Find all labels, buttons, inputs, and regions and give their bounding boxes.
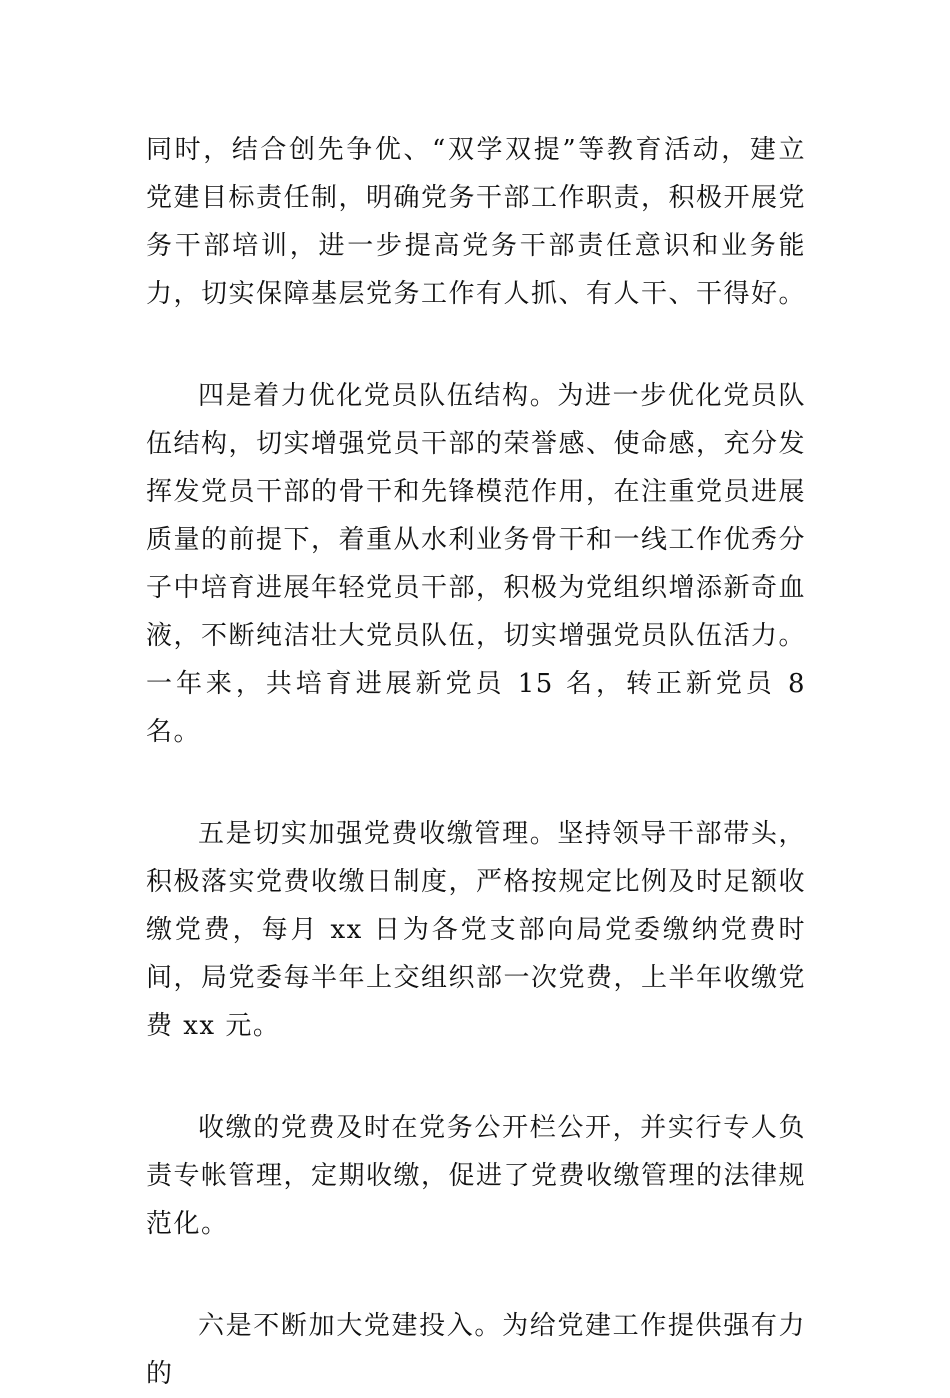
paragraph-investment: 六是不断加大党建投入。为给党建工作提供强有力的 <box>146 1311 806 1389</box>
paragraph-gap <box>146 756 806 810</box>
paragraph-dues-disclosure: 收缴的党费及时在党务公开栏公开，并实行专人负责专帐管理，定期收缴，促进了党费收缴管理的法律规范化。 <box>146 1113 807 1239</box>
paragraph-continuation: 同时，结合创先争优、“双学双提”等教育活动，建立党建目标责任制，明确党务干部工作职责，积极开展党务干部培训，进一步提高党务干部责任意识和业务能力，切实保障基层党务工作有人抓、有人干、干得好。 <box>146 135 807 309</box>
paragraph-member-structure: 四是着力优化党员队伍结构。为进一步优化党员队伍结构，切实增强党员干部的荣誉感、使命感，充分发挥发党员干部的骨干和先锋模范作用，在注重党员进展质量的前提下，着重从水利业务骨干和一线工作优秀分子中培育进展年轻党员干部，积极为党组织增添新奇血液，不断纯洁壮大党员队伍，切实增强党员队伍活力。一年来，共培育进展新党员 15 名，转正新党员 8 名。 <box>146 381 807 747</box>
paragraph-gap <box>146 1050 806 1104</box>
document-body <box>146 126 806 1398</box>
paragraph-gap <box>146 1248 806 1302</box>
paragraph-dues-management: 五是切实加强党费收缴管理。坚持领导干部带头，积极落实党费收缴日制度，严格按规定比例及时足额收缴党费，每月 xx 日为各党支部向局党委缴纳党费时间，局党委每半年上交组织部一次党费，上半年收缴党费 xx 元。 <box>146 819 807 1041</box>
paragraph-gap <box>146 318 806 372</box>
